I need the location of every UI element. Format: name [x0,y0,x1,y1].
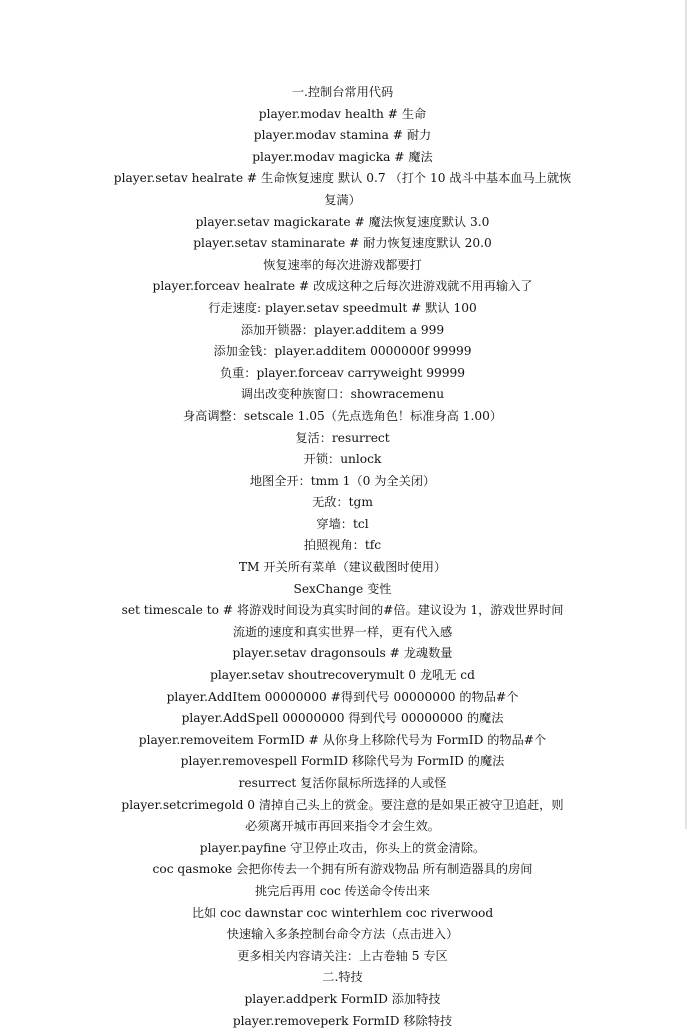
text-line: 添加开锁器：player.additem a 999 [240,322,445,337]
text-line: 流逝的速度和真实世界一样，更有代入感 [232,624,453,639]
text-line: TM 开关所有菜单（建议截图时使用） [238,560,447,575]
text-line: 必须离开城市再回来指令才会生效。 [245,819,440,834]
text-line: player.AddSpell 00000000 得到代号 00000000 的魔法 [181,711,504,726]
text-line: player.modav magicka # 魔法 [252,149,433,164]
text-line: player.removeperk FormID 移除特技 [232,1013,453,1028]
text-line: 更多相关内容请关注：上古卷轴 5 专区 [237,948,448,963]
text-line: 无敌：tgm [312,495,373,510]
text-line: 行走速度: player.setav speedmult # 默认 100 [208,300,477,315]
text-line: resurrect 复活你鼠标所选择的人或怪 [238,776,447,790]
text-line: 开锁：unlock [303,452,382,467]
section-heading-perks: 二.特技 [322,970,363,985]
text-line: player.setav dragonsouls # 龙魂数量 [232,646,453,661]
text-line: 复活：resurrect [295,430,390,445]
text-line: player.removeitem FormID # 从你身上移除代号为 FormID 的物品#个 [138,732,547,747]
text-line: set timescale to # 将游戏时间设为真实时间的#倍。建议设为 1，游戏世界时间 [121,603,564,618]
text-line: player.forceav healrate # 改成这种之后每次进游戏就不用再输入了 [152,279,533,294]
text-line: player.payfine 守卫停止攻击，你头上的赏金清除。 [199,840,486,855]
text-line: SexChange 变性 [293,581,392,596]
text-line: player.setcrimegold 0 清掉自己头上的赏金。要注意的是如果正被守卫追赶，则 [121,797,564,812]
text-line: 负重：player.forceav carryweight 99999 [219,365,466,380]
text-line: 调出改变种族窗口：showracemenu [240,387,445,402]
text-line: player.addperk FormID 添加特技 [244,991,441,1006]
text-line: 身高调整：setscale 1.05（先点选角色！标准身高 1.00） [182,408,503,423]
text-line: 复满） [324,192,361,207]
text-line: player.setav healrate # 生命恢复速度 默认 0.7 （打个 10 战斗中基本血马上就恢 [113,171,572,186]
section-heading-console-codes: 一.控制台常用代码 [291,85,394,99]
text-line: 恢复速率的每次进游戏都要打 [263,257,422,272]
text-line: player.AddItem 00000000 #得到代号 00000000 的物品#个 [166,689,519,704]
text-line: 添加金钱：player.additem 0000000f 99999 [213,344,472,359]
text-line: player.setav shoutrecoverymult 0 龙吼无 cd [210,668,475,683]
console-code-list [0,82,685,1032]
text-line: 拍照视角：tfc [303,538,382,553]
text-line: 挑完后再用 coc 传送命令传出来 [255,883,430,898]
text-line: 快速输入多条控制台命令方法（点击进入） [226,927,459,942]
text-line: player.removespell FormID 移除代号为 FormID 的魔法 [180,754,505,769]
text-line: 比如 coc dawnstar coc winterhlem coc riverwood [191,905,494,920]
text-line: player.modav stamina # 耐力 [253,128,432,143]
text-line: 地图全开：tmm 1（0 为全关闭） [249,473,436,488]
text-line: 穿墙：tcl [316,516,369,531]
text-line: player.setav magickarate # 魔法恢复速度默认 3.0 [195,214,490,229]
text-line: coc qasmoke 会把你传去一个拥有所有游戏物品 所有制造器具的房间 [152,862,533,877]
text-line: player.setav staminarate # 耐力恢复速度默认 20.0 [193,236,492,251]
text-line: player.modav health # 生命 [258,106,427,121]
